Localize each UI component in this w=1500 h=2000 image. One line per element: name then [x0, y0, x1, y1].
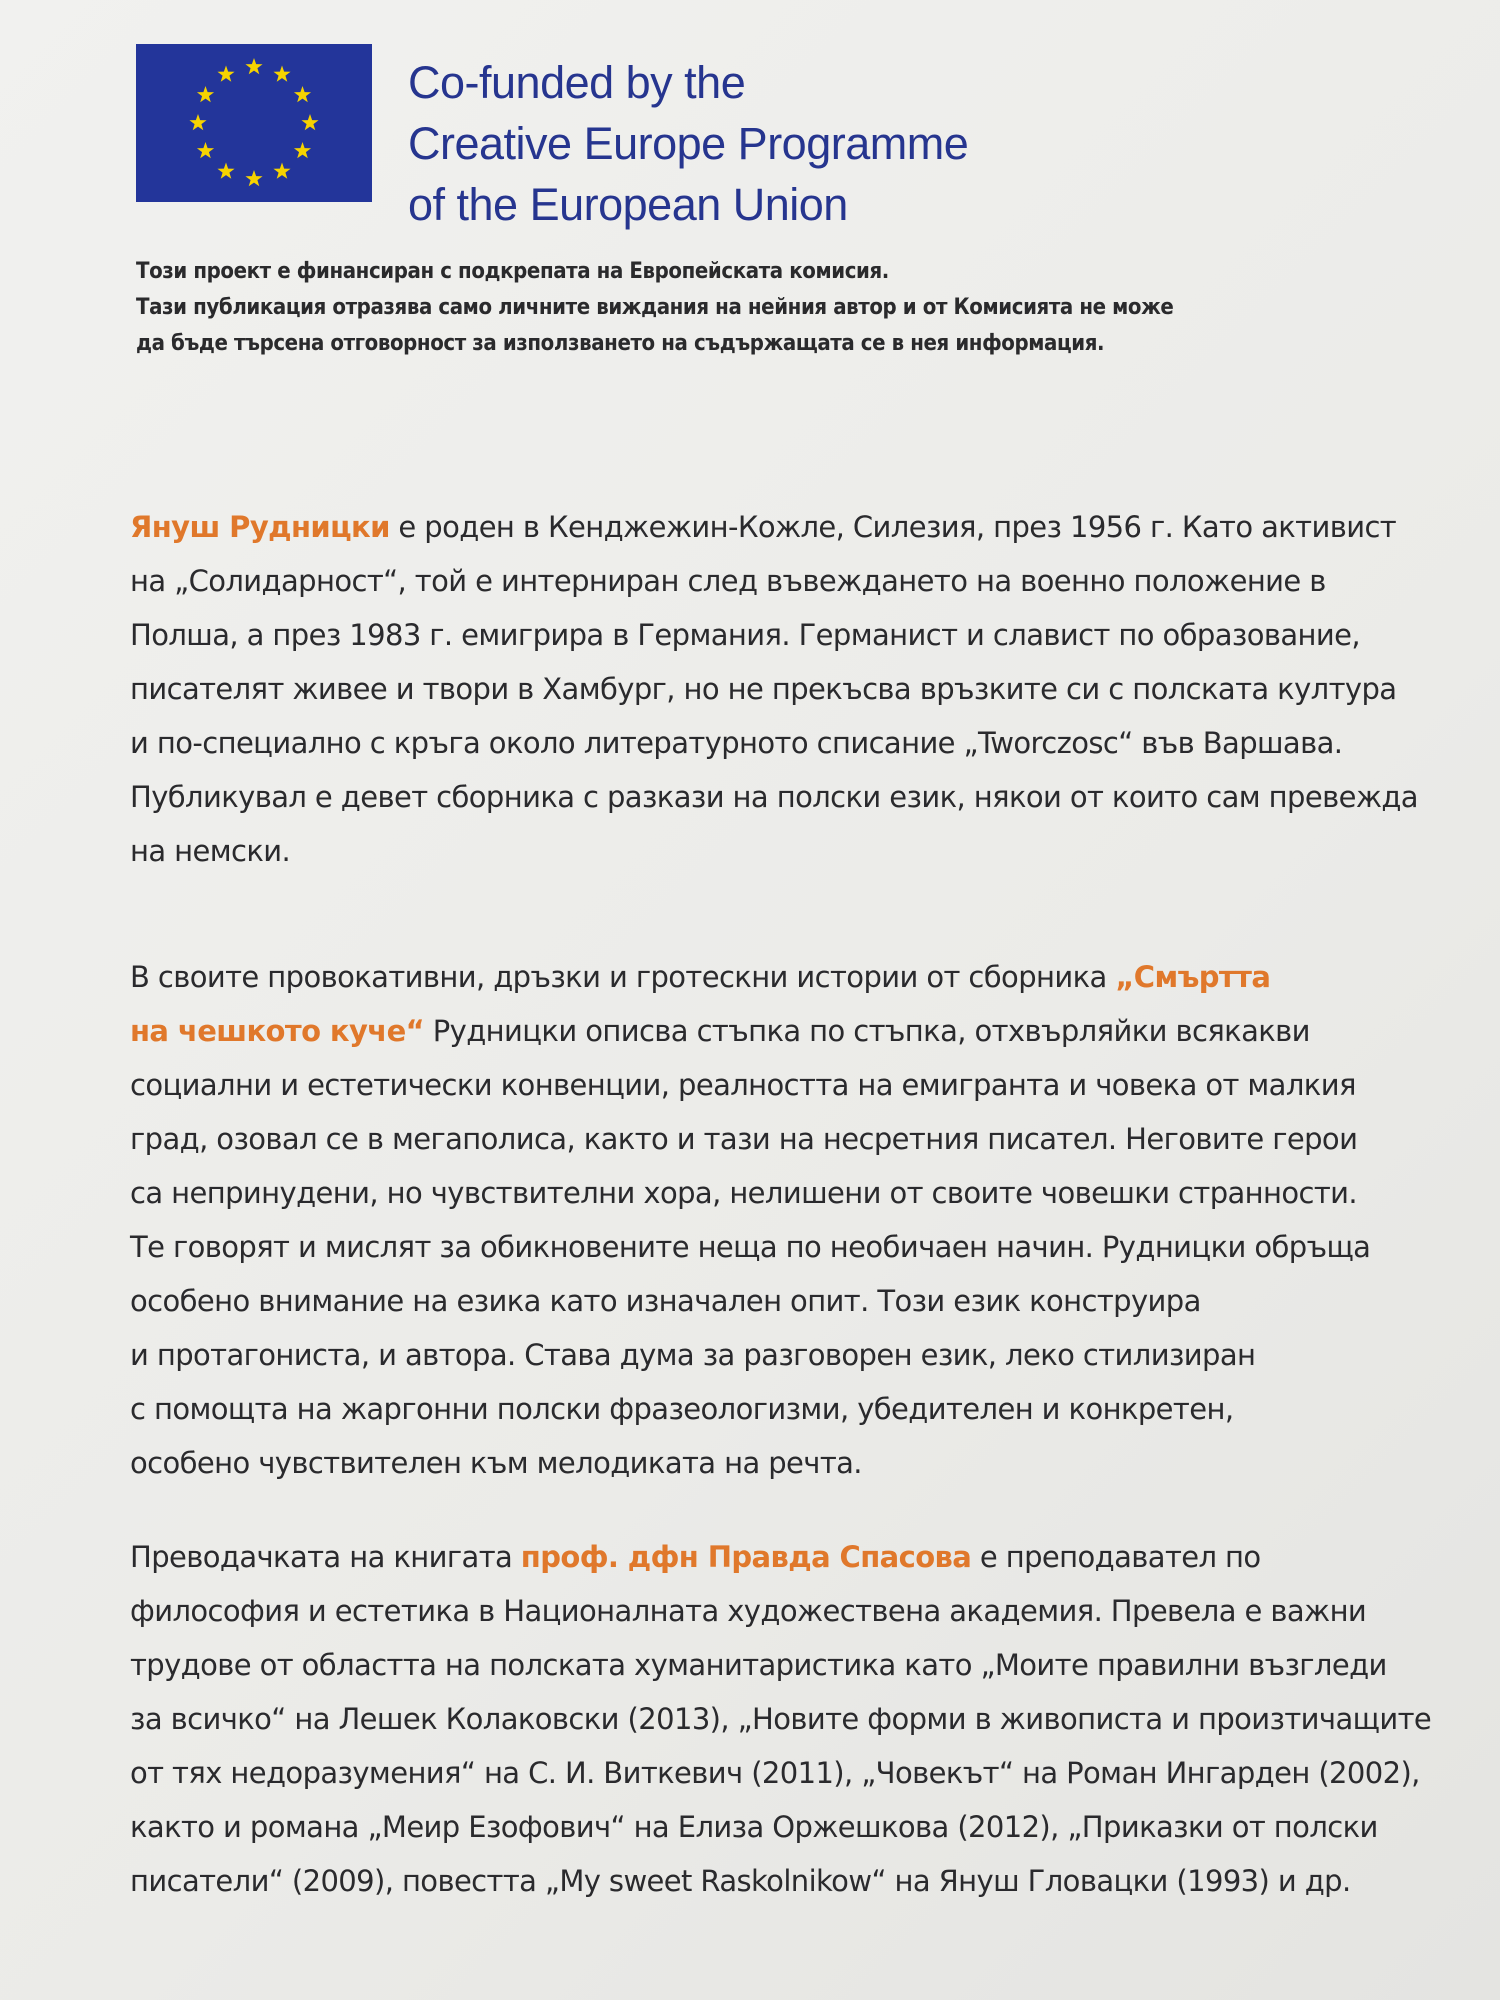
desc-line-6: Те говорят и мислят за обикновените неща по необичаен начин. Рудницки обръща [130, 1230, 1371, 1264]
book-title-part-1: „Смъртта [1115, 960, 1271, 994]
desc-line-5: са непринудени, но чувствителни хора, нелишени от своите човешки странности. [130, 1176, 1358, 1210]
translator-line-7: писатели“ (2009), повестта „My sweet Raskolnikow“ на Януш Гловацки (1993) и др. [130, 1864, 1351, 1898]
bio-line-1 [130, 500, 1400, 554]
translator-line-1-rest: е преподавател по [971, 1540, 1261, 1574]
disclaimer-line-2: Тази публикация отразява само личните виждания на нейния автор и от Комисията не може [136, 295, 1174, 320]
desc-line-2-text: Рудницки описва стъпка по стъпка, отхвърляйки всякакви [424, 1014, 1310, 1048]
bio-line-4: писателят живее и твори в Хамбург, но не прекъсва връзките си с полската култура [130, 672, 1397, 706]
translator-line-5: от тях недоразумения“ на С. И. Виткевич (2011), „Човекът“ на Роман Ингарден (2002), [130, 1756, 1420, 1790]
author-name: Януш Рудницки [130, 510, 390, 544]
cofunding-line-2: Creative Europe Programme [408, 118, 969, 169]
bio-line-7: на немски. [130, 834, 291, 868]
desc-line-10: особено чувствителен към мелодиката на речта. [130, 1446, 862, 1480]
desc-line-2 [130, 1004, 1400, 1058]
translator-line-1 [130, 1530, 1400, 1584]
cofunding-line-1: Co-funded by the [408, 57, 746, 108]
translator-line-1-start: Преводачката на книгата [130, 1540, 521, 1574]
desc-line-7: особено внимание на езика като изначален опит. Този език конструира [130, 1284, 1201, 1318]
translator-line-4: за всичко“ на Лешек Колаковски (2013), „Новите форми в живописта и произтичащите [130, 1702, 1432, 1736]
disclaimer-line-1: Този проект е финансиран с подкрепата на Европейската комисия. [136, 259, 889, 284]
bio-line-3: Полша, а през 1983 г. емигрира в Германия. Германист и славист по образование, [130, 618, 1360, 652]
desc-line-3: социални и естетически конвенции, реалността на емигранта и човека от малкия [130, 1068, 1356, 1102]
translator-line-3: трудове от областта на полската хуманитаристика като „Моите правилни възгледи [130, 1648, 1387, 1682]
eu-disclaimer [136, 254, 1173, 362]
bio-line-1-text: е роден в Кенджежин-Кожле, Силезия, през 1956 г. Като активист [389, 510, 1397, 544]
eu-cofunding-header [136, 44, 968, 235]
translator-line-6: както и романа „Меир Езофович“ на Елиза Оржешкова (2012), „Приказки от полски [130, 1810, 1378, 1844]
cofunding-statement [408, 52, 968, 235]
bio-line-2: на „Солидарност“, той е интерниран след въвеждането на военно положение в [130, 564, 1326, 598]
translator-name: проф. дфн Правда Спасова [520, 1540, 972, 1574]
book-title-part-2: на чешкото куче“ [130, 1014, 425, 1048]
desc-line-1-text: В своите провокативни, дръзки и гротескни истории от сборника [130, 960, 1116, 994]
translator-line-2: философия и естетика в Националната художествена академия. Превела е важни [130, 1594, 1367, 1628]
eu-flag-icon [136, 44, 372, 202]
desc-line-9: с помощта на жаргонни полски фразеологизми, убедителен и конкретен, [130, 1392, 1234, 1426]
bio-line-6: Публикувал е девет сборника с разкази на полски език, някои от които сам превежда [130, 780, 1418, 814]
cofunding-line-3: of the European Union [408, 179, 848, 230]
translator-bio-paragraph [130, 1530, 1432, 1908]
desc-line-8: и протагониста, и автора. Става дума за разговорен език, леко стилизиран [130, 1338, 1256, 1372]
author-bio-paragraph [130, 500, 1418, 878]
desc-line-4: град, озовал се в мегаполиса, както и тази на несретния писател. Неговите герои [130, 1122, 1358, 1156]
disclaimer-line-3: да бъде търсена отговорност за използването на съдържащата се в нея информация. [136, 331, 1105, 356]
desc-line-1 [130, 950, 1400, 1004]
book-description-paragraph [130, 950, 1400, 1490]
bio-line-5: и по-специално с кръга около литературното списание „Tworczosc“ във Варшава. [130, 726, 1343, 760]
